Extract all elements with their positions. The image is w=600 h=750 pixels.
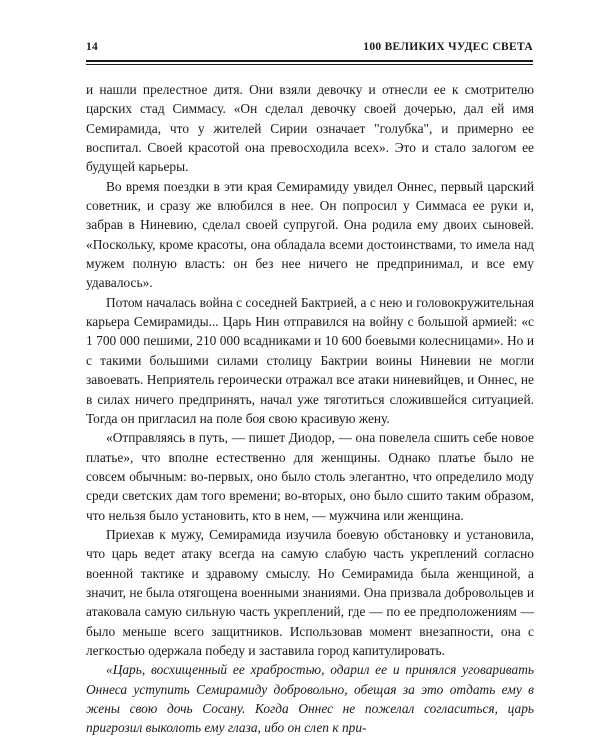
page-number: 14 (86, 41, 99, 53)
paragraph-3: Потом началась война с соседней Бактрией, а с нею и головокружительная карьера Семирамиды... Царь Нин отправился на войну с большой армией: «с 1 700 000 пешими, 210 000 всадниками и 10 600 боевыми колесницами». Но и с такими большими силами столицу Бактрии воины Ниневии не могли завоевать. Неприятель героически отражал все атаки ниневийцев, и Оннес, не в силах ничего предпринять, начал уже тяготиться сложившейся ситуацией. Тогда он пригласил на поле боя свою красивую жену. (86, 294, 534, 426)
paragraph-1: и нашли прелестное дитя. Они взяли девочку и отнесли ее к смотрителю царских стад Симмасу. «Он сделал девочку своей дочерью, дал ей имя Семирамида, что у жителей Сирии означает "голубка", и примерно ее воспитал. Своей красотой она превосходила всех». Это и стало залогом ее будущей карьеры. (86, 82, 534, 175)
paragraph-5: Приехав к мужу, Семирамида изучила боевую обстановку и установила, что царь ведет атаку всегда на самую слабую часть укреплений согласно военной тактике и здравому смыслу. Но Семирамида была женщиной, а значит, не была отягощена военными знаниями. Она призвала добровольцев и атаковала самую сильную часть укреплений, где — по ее предположениям — было меньше всего защитников. Использовав момент внезапности, она с легкостью одержала победу и заставила город капитулировать. (86, 526, 534, 658)
header-rule-thin (86, 64, 533, 65)
body-text (86, 80, 534, 738)
paragraph-2: Во время поездки в эти края Семирамиду увидел Оннес, первый царский советник, и сразу же влюбился в нее. Он попросил у Симмаса ее руки и, забрав в Ниневию, сделал своей супругой. Она родила ему двоих сыновей. «Поскольку, кроме красоты, она обладала всеми достоинствами, то имела над мужем полную власть: он без нее ничего не предпринимал, и все ему удавалось». (86, 178, 534, 291)
running-head (86, 41, 533, 61)
paragraph-4: «Отправляясь в путь, — пишет Диодор, — она повелела сшить себе новое платье», что вполне естественно для женщины. Однако платье было не совсем обычным: во-первых, оно было столь элегантно, что определило моду среди светских дам того времени; во-вторых, оно было сшито таким образом, что нельзя было установить, кто в нем, — мужчина или женщина. (86, 430, 534, 523)
paragraph-6-quote: «Царь, восхищенный ее храбростью, одарил ее и принялся уговаривать Оннеса уступить Семирамиду добровольно, обещая за это отдать ему в жены свою дочь Сосану. Когда Оннес не пожелал согласиться, царь пригрозил выколоть ему глаза, ибо он слеп к при- (86, 662, 534, 736)
header-rule-thick (86, 60, 533, 62)
running-title: 100 ВЕЛИКИХ ЧУДЕС СВЕТА (363, 41, 533, 53)
